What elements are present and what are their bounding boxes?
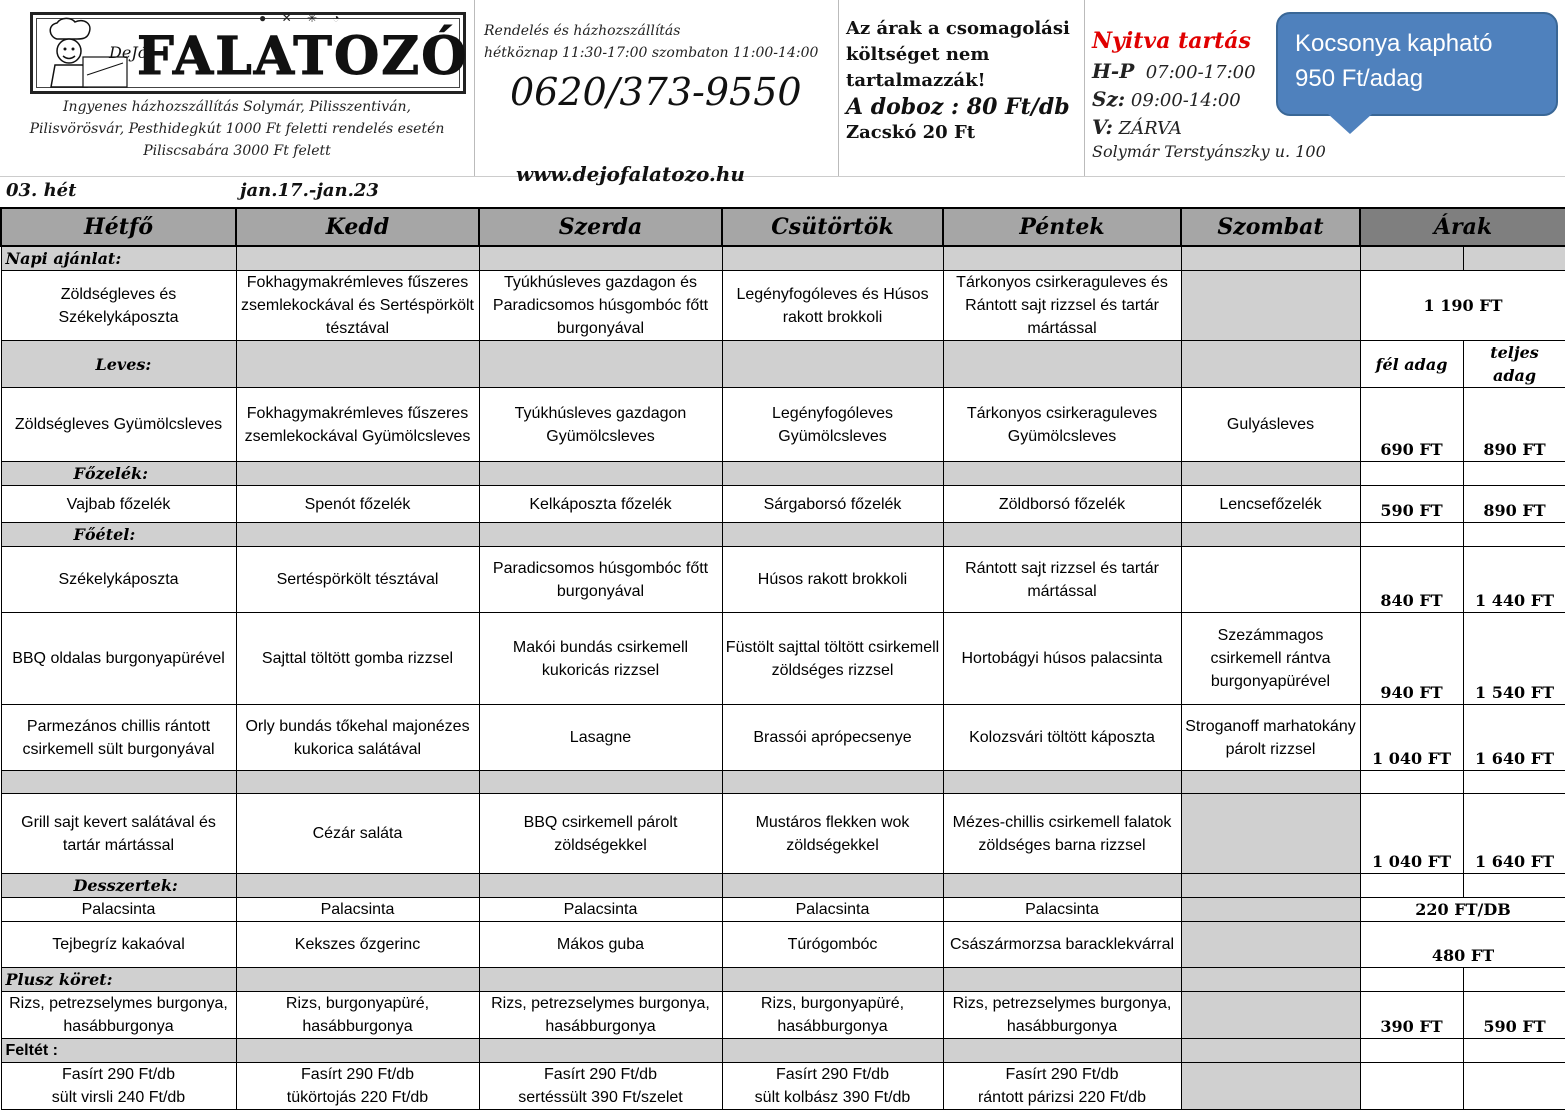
box-price: A doboz : 80 Ft/db: [846, 94, 1070, 120]
menu-cell: Rizs, burgonyapüré, hasábburgonya: [236, 992, 479, 1039]
menu-cell: [943, 1063, 1181, 1110]
menu-cell: Grill sajt kevert salátával és tartár mártással: [1, 794, 236, 874]
kocsonya-callout: [1276, 12, 1558, 116]
menu-cell: Fokhagymakrémleves fűszeres zsemlekockával Gyümölcsleves: [236, 388, 479, 462]
packaging-note: [846, 16, 1070, 146]
price-cell: 590 FT: [1463, 992, 1565, 1039]
opening-time: 09:00-14:00: [1130, 90, 1241, 111]
menu-cell: Gulyásleves: [1181, 388, 1360, 462]
day-header: Szerda: [479, 208, 722, 246]
menu-cell: Szezámmagos csirkemell rántva burgonyapürével: [1181, 613, 1360, 705]
header-divider: [474, 0, 475, 176]
section-row: [1, 771, 1565, 794]
menu-cell: Palacsinta: [1, 898, 236, 922]
menu-header: [0, 0, 1565, 208]
topping-line: tükörtojás 220 Ft/db: [286, 1089, 429, 1106]
section-row: [1, 341, 1565, 388]
section-label: Főzelék:: [1, 462, 236, 486]
logo-name: FALATOZÓ: [137, 26, 469, 87]
menu-cell-empty: [1181, 794, 1360, 874]
phone-number[interactable]: 0620/373-9550: [510, 70, 802, 114]
section-row: [1, 968, 1565, 992]
price-cell: 1 640 FT: [1463, 705, 1565, 771]
menu-cell: Legényfogóleves és Húsos rakott brokkoli: [722, 271, 943, 341]
packaging-line: tartalmazzák!: [846, 70, 986, 91]
price-cell: 1 640 FT: [1463, 794, 1565, 874]
menu-cell-empty: [1181, 898, 1360, 922]
topping-line: rántott párizsi 220 Ft/db: [977, 1089, 1147, 1106]
price-cell: 390 FT: [1360, 992, 1463, 1039]
opening-row: [1092, 114, 1256, 142]
day-header: Hétfő: [1, 208, 236, 246]
packaging-line: költséget nem: [846, 44, 990, 65]
topping-line: Fasírt 290 Ft/db: [776, 1066, 889, 1083]
menu-cell: Rántott sajt rizzsel és tartár mártással: [943, 547, 1181, 613]
opening-row: [1092, 86, 1256, 114]
menu-cell: Paradicsomos húsgombóc főtt burgonyával: [479, 547, 722, 613]
opening-time: 07:00-17:00: [1145, 62, 1256, 83]
menu-cell: Kolozsvári töltött káposzta: [943, 705, 1181, 771]
menu-cell-empty: [1181, 922, 1360, 968]
opening-hours: [1092, 58, 1256, 142]
menu-cell: Stroganoff marhatokány párolt rizzsel: [1181, 705, 1360, 771]
topping-line: Fasírt 290 Ft/db: [1005, 1066, 1119, 1083]
menu-cell: [1181, 547, 1360, 613]
menu-cell: Palacsinta: [479, 898, 722, 922]
price-cell: 890 FT: [1463, 486, 1565, 523]
price-cell: 840 FT: [1360, 547, 1463, 613]
opening-day: H-P: [1092, 59, 1135, 83]
callout-line: Kocsonya kapható: [1295, 30, 1493, 57]
free-delivery-line: Ingyenes házhozszállítás Solymár, Pilisszentiván,: [63, 99, 411, 115]
menu-row: [1, 547, 1565, 613]
half-portion-label: fél adag: [1360, 341, 1463, 388]
header-divider: [838, 0, 839, 176]
address: Solymár Terstyánszky u. 100: [1092, 142, 1326, 161]
menu-cell: Tárkonyos csirkeraguleves Gyümölcsleves: [943, 388, 1181, 462]
section-label: Napi ajánlat:: [1, 246, 236, 271]
free-delivery-note: [4, 96, 470, 162]
section-label: Főétel:: [1, 523, 236, 547]
menu-cell: Lencsefőzelék: [1181, 486, 1360, 523]
section-label: Feltét :: [1, 1039, 236, 1063]
menu-cell: Lasagne: [479, 705, 722, 771]
day-header: Szombat: [1181, 208, 1360, 246]
menu-cell: Rizs, petrezselymes burgonya, hasábburgonya: [943, 992, 1181, 1039]
menu-cell: Sajttal töltött gomba rizzsel: [236, 613, 479, 705]
price-cell: [1360, 1063, 1463, 1110]
free-delivery-line: Piliscsabára 3000 Ft felett: [143, 143, 331, 159]
menu-row: [1, 1063, 1565, 1110]
price-cell: 590 FT: [1360, 486, 1463, 523]
topping-line: sertéssült 390 Ft/szelet: [518, 1089, 683, 1106]
menu-cell: Orly bundás tőkehal majonézes kukorica salátával: [236, 705, 479, 771]
menu-cell: Brassói aprópecsenye: [722, 705, 943, 771]
menu-cell-empty: [1181, 992, 1360, 1039]
menu-cell: Tárkonyos csirkeraguleves és Rántott sajt rizzsel és tartár mártással: [943, 271, 1181, 341]
menu-cell: Palacsinta: [236, 898, 479, 922]
callout-tail: [1328, 114, 1372, 134]
order-title: Rendelés és házhozszállítás: [484, 23, 681, 39]
menu-cell-empty: [1181, 1063, 1360, 1110]
order-info: [484, 20, 818, 64]
section-row: [1, 462, 1565, 486]
section-row: [1, 246, 1565, 271]
menu-row: [1, 922, 1565, 968]
price-cell: 1 040 FT: [1360, 794, 1463, 874]
menu-cell: Kelkáposzta főzelék: [479, 486, 722, 523]
menu-cell-empty: [1181, 271, 1360, 341]
section-row: [1, 874, 1565, 898]
menu-cell: Tejbegríz kakaóval: [1, 922, 236, 968]
opening-hours-title: Nyitva tartás: [1092, 28, 1251, 54]
price-cell: 690 FT: [1360, 388, 1463, 462]
week-dates: jan.17.-jan.23: [240, 180, 379, 201]
menu-cell: [1, 1063, 236, 1110]
menu-cell: Parmezános chillis rántott csirkemell sült burgonyával: [1, 705, 236, 771]
price-cell: 1 040 FT: [1360, 705, 1463, 771]
menu-cell: Vajbab főzelék: [1, 486, 236, 523]
packaging-line: Az árak a csomagolási: [846, 18, 1070, 39]
section-label: Desszertek:: [1, 874, 236, 898]
menu-cell: Palacsinta: [943, 898, 1181, 922]
price-cell: 1 440 FT: [1463, 547, 1565, 613]
section-row: [1, 523, 1565, 547]
menu-cell: Kekszes őzgerinc: [236, 922, 479, 968]
menu-cell: Rizs, burgonyapüré, hasábburgonya: [722, 992, 943, 1039]
menu-cell: Zöldborsó főzelék: [943, 486, 1181, 523]
opening-time: ZÁRVA: [1118, 118, 1182, 139]
menu-cell: [722, 1063, 943, 1110]
menu-cell: Cézár saláta: [236, 794, 479, 874]
menu-cell: Legényfogóleves Gyümölcsleves: [722, 388, 943, 462]
menu-cell: Túrógombóc: [722, 922, 943, 968]
menu-cell: Palacsinta: [722, 898, 943, 922]
menu-row: [1, 898, 1565, 922]
menu-cell: Császármorzsa baracklekvárral: [943, 922, 1181, 968]
order-hours: hétköznap 11:30-17:00 szombaton 11:00-14:00: [484, 45, 819, 61]
restaurant-logo: [30, 11, 469, 94]
menu-cell: BBQ csirkemell párolt zöldségekkel: [479, 794, 722, 874]
menu-cell: Húsos rakott brokkoli: [722, 547, 943, 613]
menu-cell: Makói bundás csirkemell kukoricás rizzsel: [479, 613, 722, 705]
day-header: Csütörtök: [722, 208, 943, 246]
price-cell: 1 190 FT: [1360, 271, 1565, 341]
price-cell: 1 540 FT: [1463, 613, 1565, 705]
day-header-row: [1, 208, 1565, 246]
full-portion-label: teljes adag: [1463, 341, 1565, 388]
day-header: Kedd: [236, 208, 479, 246]
cutlery-icon: ● ✕ ✳ ◔: [259, 11, 346, 25]
menu-cell: Tyúkhúsleves gazdagon és Paradicsomos húsgombóc főtt burgonyával: [479, 271, 722, 341]
day-header: Péntek: [943, 208, 1181, 246]
section-row: [1, 1039, 1565, 1063]
menu-cell: Hortobágyi húsos palacsinta: [943, 613, 1181, 705]
menu-cell: Rizs, petrezselymes burgonya, hasábburgonya: [479, 992, 722, 1039]
opening-day: V:: [1092, 115, 1113, 139]
menu-row: [1, 388, 1565, 462]
section-label: Leves:: [1, 341, 236, 388]
week-number: 03. hét: [6, 180, 77, 201]
section-label: Plusz köret:: [1, 968, 236, 992]
menu-cell: [479, 1063, 722, 1110]
bag-price: Zacskó 20 Ft: [846, 122, 976, 143]
weekly-menu-table: [0, 207, 1565, 1110]
menu-cell: Mézes-chillis csirkemell falatok zöldséges barna rizzsel: [943, 794, 1181, 874]
price-cell: [1463, 1063, 1565, 1110]
opening-day: Sz:: [1092, 87, 1126, 111]
menu-cell: Sárgaborsó főzelék: [722, 486, 943, 523]
menu-row: [1, 613, 1565, 705]
menu-row: [1, 486, 1565, 523]
menu-cell: Mákos guba: [479, 922, 722, 968]
menu-cell: Zöldségleves és Székelykáposzta: [1, 271, 236, 341]
menu-cell: Fokhagymakrémleves fűszeres zsemlekockával és Sertéspörkölt tésztával: [236, 271, 479, 341]
menu-row: [1, 271, 1565, 341]
logo-prefix: DeJó: [109, 43, 148, 62]
header-divider: [0, 176, 1565, 177]
topping-line: Fasírt 290 Ft/db: [544, 1066, 657, 1083]
prices-header: Árak: [1360, 208, 1565, 246]
website-link[interactable]: www.dejofalatozo.hu: [516, 162, 745, 186]
menu-cell: Spenót főzelék: [236, 486, 479, 523]
price-cell: 890 FT: [1463, 388, 1565, 462]
topping-line: Fasírt 290 Ft/db: [301, 1066, 414, 1083]
menu-row: [1, 794, 1565, 874]
topping-line: sült virsli 240 Ft/db: [51, 1089, 186, 1106]
topping-line: Fasírt 290 Ft/db: [62, 1066, 175, 1083]
menu-cell: [236, 1063, 479, 1110]
free-delivery-line: Pilisvörösvár, Pesthidegkút 1000 Ft feletti rendelés esetén: [29, 121, 445, 137]
menu-cell: Székelykáposzta: [1, 547, 236, 613]
menu-row: [1, 992, 1565, 1039]
topping-line: sült kolbász 390 Ft/db: [754, 1089, 911, 1106]
menu-cell: Zöldségleves Gyümölcsleves: [1, 388, 236, 462]
menu-cell: Füstölt sajttal töltött csirkemell zöldséges rizzsel: [722, 613, 943, 705]
menu-cell: BBQ oldalas burgonyapürével: [1, 613, 236, 705]
menu-cell: Mustáros flekken wok zöldségekkel: [722, 794, 943, 874]
opening-row: [1092, 58, 1256, 86]
menu-cell: Rizs, petrezselymes burgonya, hasábburgonya: [1, 992, 236, 1039]
menu-cell: Tyúkhúsleves gazdagon Gyümölcsleves: [479, 388, 722, 462]
header-divider: [1084, 0, 1085, 176]
price-cell: 480 FT: [1360, 922, 1565, 968]
callout-line: 950 Ft/adag: [1295, 65, 1424, 92]
menu-row: [1, 705, 1565, 771]
price-cell: 220 FT/DB: [1360, 898, 1565, 922]
price-cell: 940 FT: [1360, 613, 1463, 705]
menu-cell: Sertéspörkölt tésztával: [236, 547, 479, 613]
